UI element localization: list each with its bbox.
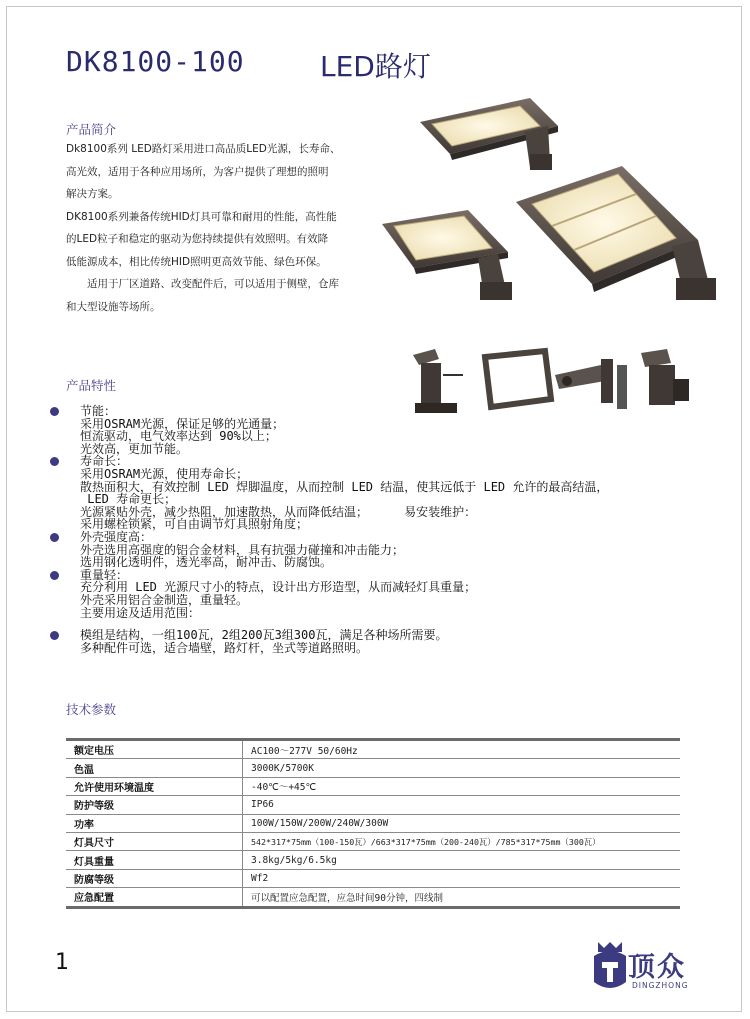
bullet-icon xyxy=(50,533,59,542)
feature-energy-saving xyxy=(50,405,710,455)
table-row xyxy=(66,796,680,814)
spec-key: 允许使用环境温度 xyxy=(66,777,243,795)
spec-value: -40℃～+45℃ xyxy=(243,777,681,795)
table-row xyxy=(66,740,680,759)
feature-line: 充分利用 LED 光源尺寸小的特点，设计出方形造型，从而减轻灯具重量； xyxy=(80,580,477,595)
feature-modular xyxy=(50,629,710,654)
product-model-title: DK8100-100 xyxy=(66,45,245,78)
frame-bracket-accessory xyxy=(485,351,551,407)
intro-text xyxy=(66,138,366,318)
spec-value: 可以配置应急配置，应急时间90分钟，四线制 xyxy=(243,888,681,907)
table-row xyxy=(66,777,680,795)
specs-heading: 技术参数 xyxy=(66,702,117,717)
feature-line: 光效高，更加节能。 xyxy=(80,441,189,456)
street-light-top xyxy=(420,98,558,170)
bullet-icon xyxy=(50,457,59,466)
intro-line: 和大型设施等场所。 xyxy=(66,300,161,313)
feature-line: 采用OSRAM光源，保证足够的光通量； xyxy=(80,416,285,431)
spec-value: 542*317*75mm（100-150瓦）/663*317*75mm（200-240瓦）/785*317*75mm（300瓦） xyxy=(243,832,681,850)
table-row xyxy=(66,814,680,832)
intro-line: 的LED粒子和稳定的驱动为您持续提供有效照明。有效降 xyxy=(66,233,329,245)
feature-line: 采用螺栓锁紧，可自由调节灯具照射角度； xyxy=(80,517,309,532)
page-number: 1 xyxy=(55,950,69,975)
dingzhong-logo-mark-icon xyxy=(590,938,630,994)
table-row xyxy=(66,759,680,777)
feature-line: LED 寿命更长； xyxy=(80,492,177,507)
feature-light-weight xyxy=(50,569,710,619)
table-row xyxy=(66,832,680,850)
logo-text: 顶众 xyxy=(628,952,686,983)
street-light-left xyxy=(382,210,512,300)
spec-value: 3.8kg/5kg/6.5kg xyxy=(243,851,681,869)
spec-key: 防腐等级 xyxy=(66,869,243,887)
street-light-right xyxy=(516,166,716,300)
spec-key: 额定电压 xyxy=(66,740,243,759)
product-name-title: LED路灯 xyxy=(320,50,431,83)
table-row xyxy=(66,869,680,887)
spec-key: 防护等级 xyxy=(66,796,243,814)
spec-key: 应急配置 xyxy=(66,888,243,907)
feature-line: 寿命长： xyxy=(80,454,129,469)
feature-line: 外壳强度高： xyxy=(80,529,153,544)
feature-line: 采用OSRAM光源，使用寿命长； xyxy=(80,466,249,481)
table-row xyxy=(66,888,680,907)
feature-line: 散热面积大，有效控制 LED 焊脚温度，从而控制 LED 结温，使其远低于 LED 允许的最高结温， xyxy=(80,479,609,494)
bullet-icon xyxy=(50,631,59,640)
spec-key: 功率 xyxy=(66,814,243,832)
street-light-product-image xyxy=(380,92,725,322)
feature-line: 节能： xyxy=(80,404,117,418)
logo-subtext: DINGZHONG xyxy=(632,981,689,990)
intro-line: Dk8100系列 LED路灯采用进口高品质LED光源，长寿命、 xyxy=(66,143,341,155)
intro-line: 低能源成本，相比传统HID照明更高效节能、绿色环保。 xyxy=(66,255,327,268)
spec-key: 灯具重量 xyxy=(66,851,243,869)
intro-line: 适用于厂区道路、改变配件后，可以适用于侧壁，仓库 xyxy=(87,278,339,290)
features-list xyxy=(50,405,710,654)
feature-line: 主要用途及适用范围： xyxy=(80,605,201,620)
spec-value: Wf2 xyxy=(243,869,681,887)
feature-line: 模组是结构，一组100瓦，2组200瓦3组300瓦，满足各种场所需要。 xyxy=(80,628,448,643)
feature-line: 多种配件可选，适合墙壁，路灯杆，坐式等道路照明。 xyxy=(80,640,369,655)
spec-table xyxy=(66,738,680,909)
pole-mount-accessory xyxy=(555,359,627,409)
wall-bracket-accessory xyxy=(413,349,463,413)
feature-line: 恒流驱动，电气效率达到 90%以上； xyxy=(80,429,277,444)
intro-line: DK8100系列兼备传统HID灯具可靠和耐用的性能，高性能 xyxy=(66,210,337,223)
intro-heading: 产品简介 xyxy=(66,122,117,137)
spec-key: 色温 xyxy=(66,759,243,777)
intro-line: 解决方案。 xyxy=(66,188,119,200)
feature-line: 外壳采用铝合金制造，重量轻。 xyxy=(80,592,249,607)
spec-value: 3000K/5700K xyxy=(243,759,681,777)
table-row xyxy=(66,851,680,869)
spec-value: AC100～277V 50/60Hz xyxy=(243,740,681,759)
features-heading: 产品特性 xyxy=(66,378,117,393)
feature-line: 光源紧贴外壳，减少热阻，加速散热，从而降低结温； 易安装维护： xyxy=(80,504,477,519)
slip-fitter-accessory xyxy=(641,349,689,405)
feature-line: 选用钢化透明件，透光率高，耐冲击、防腐蚀。 xyxy=(80,555,333,570)
bullet-icon xyxy=(50,571,59,580)
feature-housing-strength xyxy=(50,531,710,569)
spec-value: 100W/150W/200W/240W/300W xyxy=(243,814,681,832)
spec-key: 灯具尺寸 xyxy=(66,832,243,850)
intro-line: 高光效，适用于各种应用场所，为客户提供了理想的照明 xyxy=(66,165,329,178)
feature-long-life xyxy=(50,455,710,531)
spec-value: IP66 xyxy=(243,796,681,814)
feature-line: 外壳选用高强度的铝合金材料，具有抗强力碰撞和冲击能力； xyxy=(80,542,405,557)
bullet-icon xyxy=(50,407,59,416)
feature-line: 重量轻： xyxy=(80,567,129,582)
